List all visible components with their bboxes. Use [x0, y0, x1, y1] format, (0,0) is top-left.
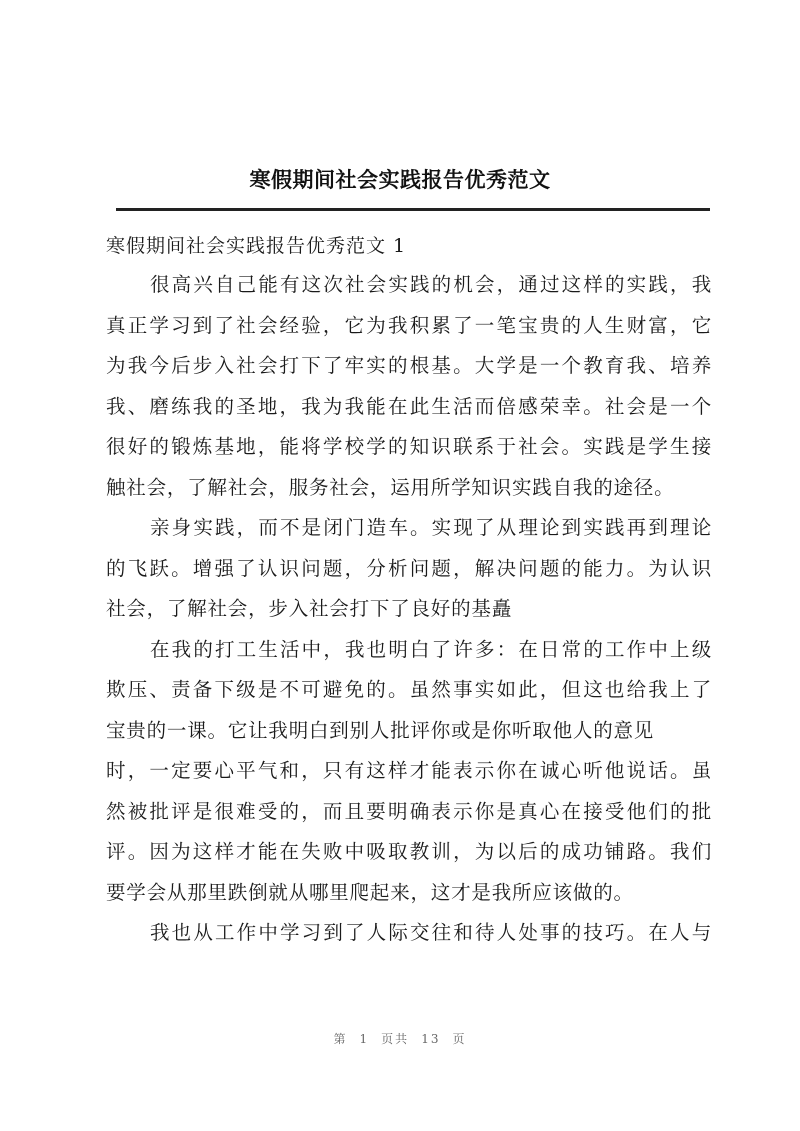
footer-suffix: 页 [452, 1032, 467, 1046]
current-page-number: 1 [359, 1032, 370, 1046]
text-line: 欺压、责备下级是不可避免的。虽然事实如此，但这也给我上了 [106, 678, 712, 701]
text-line: 时，一定要心平气和，只有这样才能表示你在诚心听他说话。虽 [106, 759, 712, 782]
text-line: 在我的打工生活中，我也明白了许多：在日常的工作中上级 [150, 637, 712, 661]
text-line: 社会，了解社会，步入社会打下了良好的基矗 [106, 597, 513, 620]
paragraph-1 [106, 265, 712, 508]
text-line: 要学会从那里跌倒就从哪里爬起来，这才是我所应该做的。 [106, 880, 634, 904]
page-footer [0, 1030, 800, 1047]
text-line: 很好的锻炼基地，能将学校学的知识联系于社会。实践是学生接 [106, 435, 712, 458]
title-divider [116, 208, 710, 211]
text-line: 触社会，了解社会，服务社会，运用所学知识实践自我的途径。 [106, 475, 675, 499]
document-body [106, 228, 712, 954]
text-line: 很高兴自己能有这次社会实践的机会，通过这样的实践，我 [150, 273, 712, 296]
footer-prefix: 第 [333, 1032, 348, 1046]
text-line: 宝贵的一课。它让我明白到别人批评你或是你听取他人的意见 [106, 718, 655, 742]
text-line: 亲身实践，而不是闭门造车。实现了从理论到实践再到理论 [150, 516, 712, 539]
text-line: 为我今后步入社会打下了牢实的根基。大学是一个教育我、培养 [106, 354, 712, 377]
text-line: 评。因为这样才能在失败中吸取教训，为以后的成功铺路。我们 [106, 840, 712, 863]
text-line: 真正学习到了社会经验，它为我积累了一笔宝贵的人生财富，它 [106, 313, 712, 337]
text-line: 然被批评是很难受的，而且要明确表示你是真心在接受他们的批 [106, 799, 712, 823]
text-line: 我也从工作中学习到了人际交往和待人处事的技巧。在人与 [150, 921, 712, 944]
paragraph-3 [106, 630, 712, 914]
text-line: 我、磨练我的圣地，我为我能在此生活而倍感荣幸。社会是一个 [106, 394, 712, 418]
total-pages-number: 13 [421, 1032, 441, 1046]
paragraph-2 [106, 508, 712, 630]
document-title: 寒假期间社会实践报告优秀范文 [249, 168, 551, 192]
paragraph-4 [106, 913, 712, 954]
text-line: 的飞跃。增强了认识问题，分析问题，解决问题的能力。为认识 [106, 556, 712, 580]
footer-mid: 页共 [381, 1032, 410, 1046]
section-heading: 寒假期间社会实践报告优秀范文 1 [106, 235, 407, 257]
